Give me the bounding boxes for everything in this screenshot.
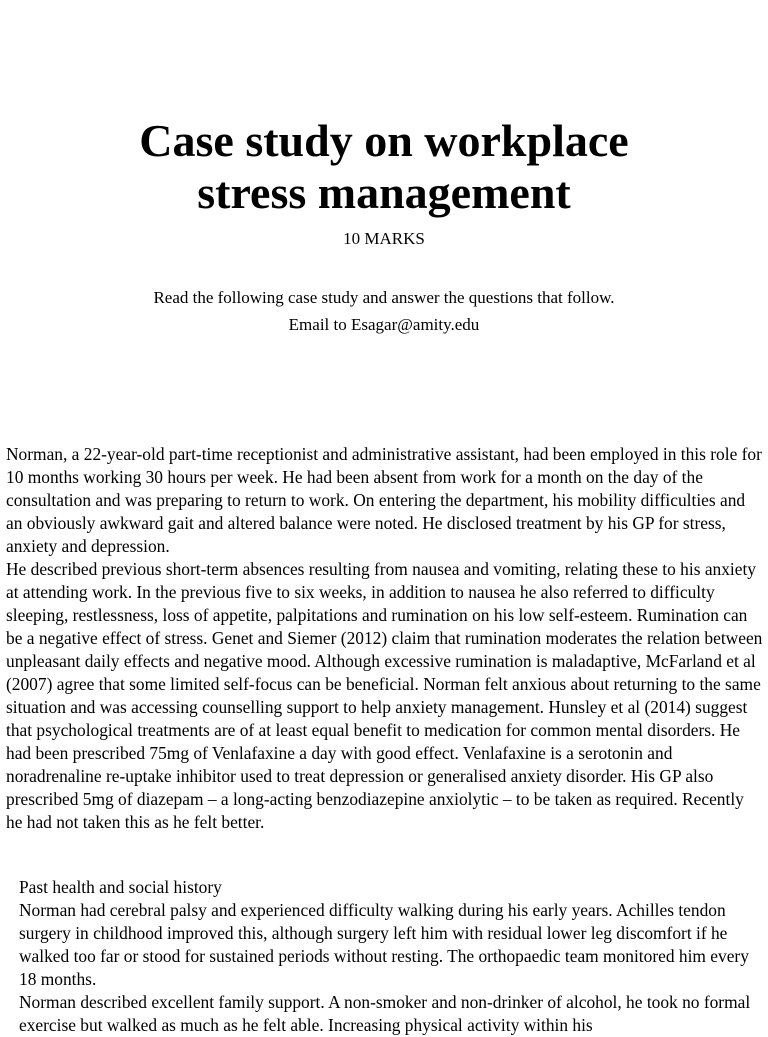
case-study-body	[6, 443, 764, 834]
title-line-2: stress management	[197, 167, 571, 218]
case-paragraph-1: Norman, a 22-year-old part-time receptionist and administrative assistant, had been employed in this role for 10 months working 30 hours per week. He had been absent from work for a month on the day of the consultation and was preparing to return to work. On entering the department, his mobility difficulties and an obviously awkward gait and altered balance were noted. He disclosed treatment by his GP for stress, anxiety and depression.	[6, 444, 762, 556]
marks-label: 10 MARKS	[343, 229, 425, 248]
instructions-block	[0, 284, 768, 338]
case-paragraph-2: He described previous short-term absences resulting from nausea and vomiting, relating these to his anxiety at attending work. In the previous five to six weeks, in addition to nausea he also referred to difficulty sleeping, restlessness, loss of appetite, palpitations and rumination on his low self-esteem. Rumination can be a negative effect of stress. Genet and Siemer (2012) claim that rumination moderates the relation between unpleasant daily effects and negative mood. Although excessive rumination is maladaptive, McFarland et al (2007) agree that some limited self-focus can be beneficial. Norman felt anxious about returning to the same situation and was accessing counselling support to help anxiety management. Hunsley et al (2014) suggest that psychological treatments are of at least equal benefit to medication for common mental disorders. He had been prescribed 75mg of Venlafaxine a day with good effect. Venlafaxine is a serotonin and noradrenaline re-uptake inhibitor used to treat depression or generalised anxiety disorder. His GP also prescribed 5mg of diazepam – a long-acting benzodiazepine anxiolytic – to be taken as required. Recently he had not taken this as he felt better.	[6, 559, 763, 832]
history-paragraph-1: Norman had cerebral palsy and experienced difficulty walking during his early years. Achilles tendon surgery in childhood improved this, although surgery left him with residual lower leg discomfort if he walked too far or stood for sustained periods without resting. The orthopaedic team monitored him every 18 months.	[19, 900, 749, 989]
history-heading: Past health and social history	[19, 877, 222, 897]
history-paragraph-2: Norman described excellent family support. A non-smoker and non-drinker of alcohol, he took no formal exercise but walked as much as he felt able. Increasing physical activity within his	[19, 992, 751, 1035]
title-line-1: Case study on workplace	[139, 115, 629, 166]
email-instruction: Email to Esagar@amity.edu	[288, 315, 480, 334]
page-title	[0, 115, 768, 219]
history-section	[19, 876, 759, 1037]
instruction-text: Read the following case study and answer the questions that follow.	[153, 288, 615, 307]
